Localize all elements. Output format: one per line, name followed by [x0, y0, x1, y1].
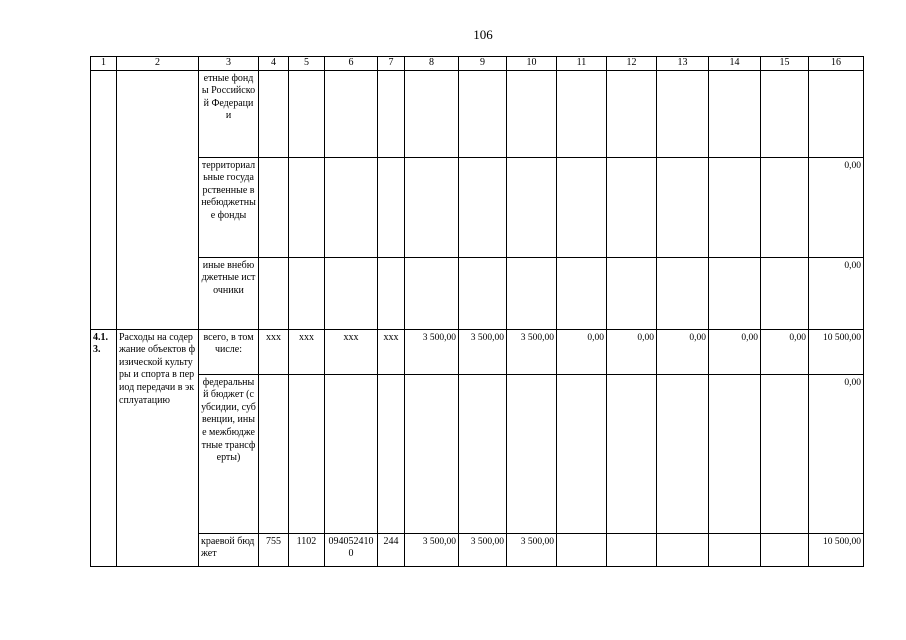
total-value: 10 500,00 [809, 329, 864, 374]
column-header-row [91, 57, 864, 71]
column-header: 3 [199, 57, 259, 71]
total-value: 0,00 [809, 257, 864, 329]
cell-value: 3 500,00 [507, 533, 557, 566]
column-header: 10 [507, 57, 557, 71]
cell-value: 0,00 [557, 329, 607, 374]
column-header: 1 [91, 57, 117, 71]
budget-table [90, 56, 864, 567]
column-header: 15 [761, 57, 809, 71]
cell-value: 0,00 [709, 329, 761, 374]
cell-value: 1102 [289, 533, 325, 566]
page-number: 106 [473, 27, 493, 42]
funding-source: федеральный бюджет (субсидии, субвенции, иные межбюджетные трансферты) [199, 374, 259, 533]
column-header: 2 [117, 57, 199, 71]
cell-value: ххх [378, 329, 405, 374]
funding-source: территориальные государственные внебюджетные фонды [199, 157, 259, 257]
cell-value: 0,00 [761, 329, 809, 374]
table-row [91, 157, 864, 257]
funding-source: всего, в том числе: [199, 329, 259, 374]
cell-value: 755 [259, 533, 289, 566]
column-header: 9 [459, 57, 507, 71]
cell-value: ххх [259, 329, 289, 374]
cell-value: 3 500,00 [405, 533, 459, 566]
column-header: 16 [809, 57, 864, 71]
column-header: 11 [557, 57, 607, 71]
cell-value: 244 [378, 533, 405, 566]
column-header: 4 [259, 57, 289, 71]
cell [91, 70, 117, 329]
cell-value: 0940524100 [325, 533, 378, 566]
table-row [91, 257, 864, 329]
cell-value: 3 500,00 [459, 533, 507, 566]
funding-source: етные фонды Российской Федерации [199, 70, 259, 157]
cell [117, 70, 199, 329]
column-header: 13 [657, 57, 709, 71]
cell-value: 0,00 [657, 329, 709, 374]
cell-value: 0,00 [607, 329, 657, 374]
table-row [91, 70, 864, 157]
table-row [91, 533, 864, 566]
column-header: 8 [405, 57, 459, 71]
column-header: 7 [378, 57, 405, 71]
cell-value: ххх [289, 329, 325, 374]
total-value: 0,00 [809, 374, 864, 533]
column-header: 12 [607, 57, 657, 71]
funding-source: краевой бюджет [199, 533, 259, 566]
item-number: 4.1.3. [91, 329, 117, 566]
cell-value: 3 500,00 [405, 329, 459, 374]
cell-value: ххх [325, 329, 378, 374]
total-value [809, 70, 864, 157]
total-value: 10 500,00 [809, 533, 864, 566]
funding-source: иные внебюджетные источники [199, 257, 259, 329]
column-header: 14 [709, 57, 761, 71]
total-value: 0,00 [809, 157, 864, 257]
table-row [91, 329, 864, 374]
table-row [91, 374, 864, 533]
item-name: Расходы на содержание объектов физической культуры и спорта в период передачи в эксплуатацию [117, 329, 199, 566]
cell-value: 3 500,00 [459, 329, 507, 374]
column-header: 5 [289, 57, 325, 71]
column-header: 6 [325, 57, 378, 71]
cell-value: 3 500,00 [507, 329, 557, 374]
